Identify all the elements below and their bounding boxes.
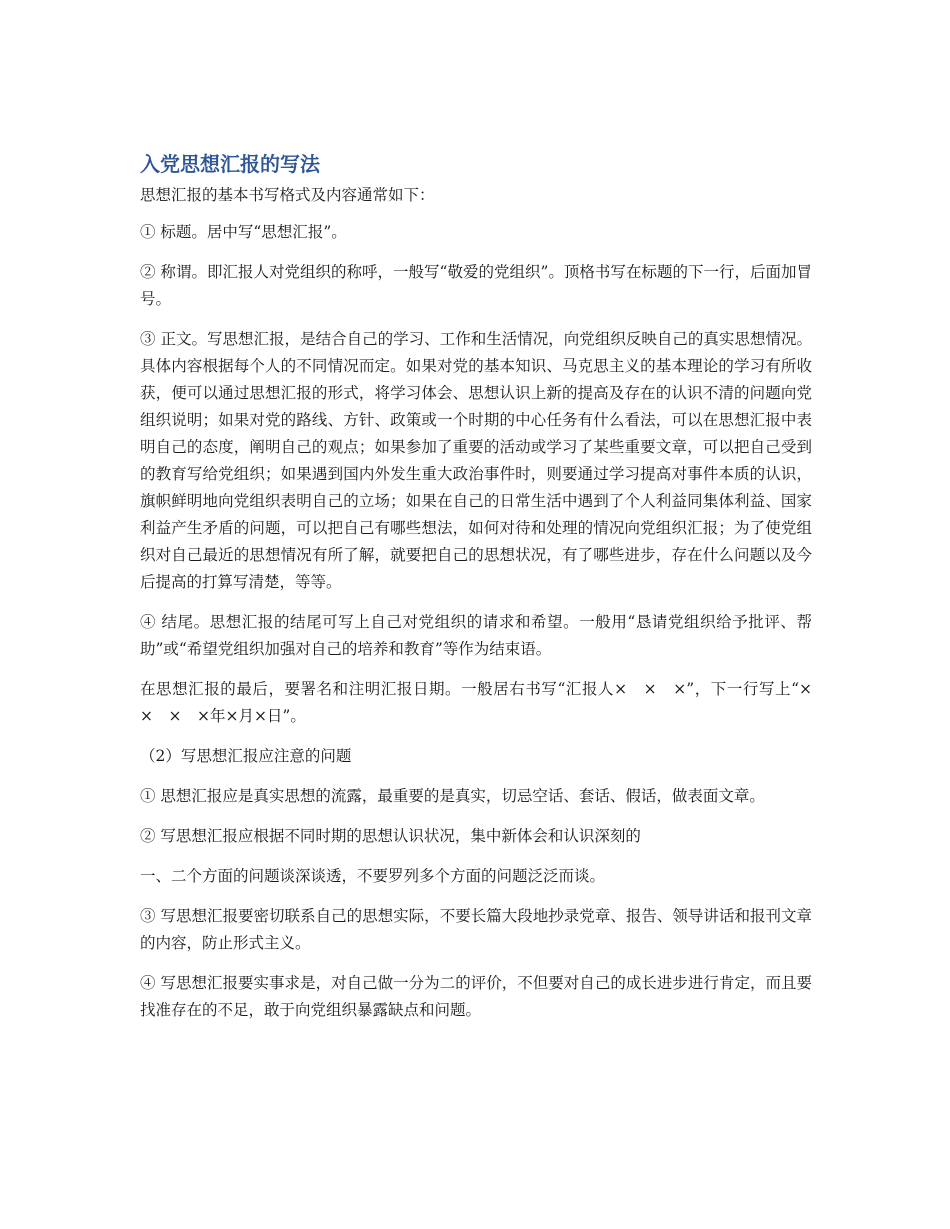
note-item-2-continued: 一、二个方面的问题谈深谈透，不要罗列多个方面的问题泛泛而谈。	[140, 867, 606, 885]
note-item-1: ① 思想汇报应是真实思想的流露，最重要的是真实，切忌空话、套话、假话，做表面文章。	[140, 787, 765, 805]
paragraph-salutation: ② 称谓。即汇报人对党组织的称呼，一般写“敬爱的党组织”。顶格书写在标题的下一行，后面加冒号。	[140, 263, 812, 308]
paragraph-body-text: ③ 正文。写思想汇报，是结合自己的学习、工作和生活情况，向党组织反映自己的真实思想情况。具体内容根据每个人的不同情况而定。如果对党的基本知识、马克思主义的基本理论的学习有所收获，便可以通过思想汇报的形式，将学习体会、思想认识上新的提高及存在的认识不清的问题向党组织说明；如果对党的路线、方针、政策或一个时期的中心任务有什么看法，可以在思想汇报中表明自己的态度，阐明自己的观点；如果参加了重要的活动或学习了某些重要文章，可以把自己受到的教育写给党组织；如果遇到国内外发生重大政治事件时，则要通过学习提高对事件本质的认识，旗帜鲜明地向党组织表明自己的立场；如果在自己的日常生活中遇到了个人利益同集体利益、国家利益产生矛盾的问题，可以把自己有哪些想法，如何对待和处理的情况向党组织汇报；为了使党组织对自己最近的思想情况有所了解，就要把自己的思想状况，有了哪些进步，存在什么问题以及今后提高的打算写清楚，等等。	[140, 330, 812, 591]
document-title: 入党思想汇报的写法	[140, 152, 320, 176]
note-item-2: ② 写思想汇报应根据不同时期的思想认识状况，集中新体会和认识深刻的	[140, 827, 641, 845]
note-item-4: ④ 写思想汇报要实事求是，对自己做一分为二的评价，不但要对自己的成长进步进行肯定，而且要找准存在的不足，敢于向党组织暴露缺点和问题。	[140, 974, 812, 1019]
note-item-3: ③ 写思想汇报要密切联系自己的思想实际，不要长篇大段地抄录党章、报告、领导讲话和报刊文章的内容，防止形式主义。	[140, 907, 812, 952]
paragraph-ending: ④ 结尾。思想汇报的结尾可写上自己对党组织的请求和希望。一般用“恳请党组织给予批评、帮助”或“希望党组织加强对自己的培养和教育”等作为结束语。	[140, 613, 812, 658]
section-heading-notes: （2）写思想汇报应注意的问题	[140, 747, 352, 765]
paragraph-title-format: ① 标题。居中写“思想汇报”。	[140, 223, 347, 241]
document-body	[140, 150, 828, 1037]
intro-paragraph: 思想汇报的基本书写格式及内容通常如下：	[140, 186, 435, 204]
paragraph-signature: 在思想汇报的最后，要署名和注明汇报日期。一般居右书写“汇报人× × ×”，下一行写上“× × × ×年×月×日”。	[140, 680, 828, 725]
